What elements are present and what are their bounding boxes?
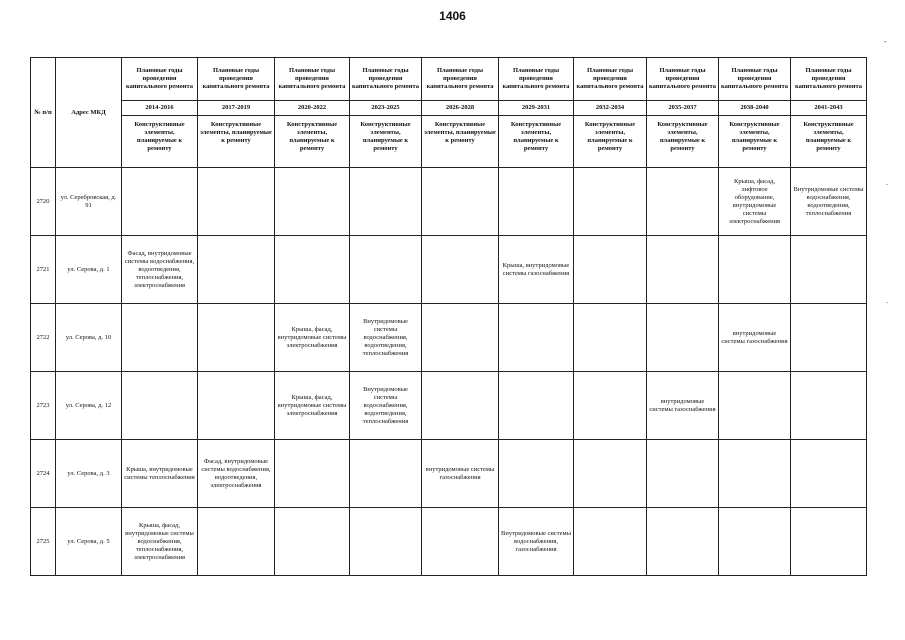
repair-cell [198,508,275,576]
period-subheader: Конструктивные элементы, планируемые к ремонту [275,116,350,168]
repair-cell [198,372,275,440]
table-row [31,508,867,576]
period-years: 2017-2019 [198,101,275,116]
row-number: 2724 [31,440,56,508]
period-years: 2026-2028 [422,101,499,116]
repair-cell: Фасад, внутридомовые системы водоснабжения, водоотведения, теплоснабжения, электроснабжения [122,236,198,304]
repair-cell: Фасад, внутридомовые системы водоснабжения, водоотведения, электроснабжения [198,440,275,508]
repair-cell [422,168,499,236]
repair-cell [791,508,867,576]
period-years: 2023-2025 [350,101,422,116]
repair-cell [574,372,647,440]
period-subheader: Конструктивные элементы, планируемые к ремонту [350,116,422,168]
period-years: 2032-2034 [574,101,647,116]
repair-cell [350,168,422,236]
scan-mark: . [886,178,888,187]
repair-cell [574,508,647,576]
period-subheader: Конструктивные элементы, планируемые к ремонту [198,116,275,168]
repair-cell [647,440,719,508]
period-title: Плановые годы проведения капитального ремонта [719,58,791,101]
repair-cell [499,440,574,508]
row-address: ул. Серова, д. 1 [56,236,122,304]
repair-cell [422,304,499,372]
repair-cell [350,440,422,508]
repair-cell [275,168,350,236]
repair-cell [422,508,499,576]
repair-cell [350,508,422,576]
row-number: 2720 [31,168,56,236]
row-address: ул. Серова, д. 12 [56,372,122,440]
repair-cell [574,440,647,508]
repair-cell: внутридомовые системы газоснабжения [719,304,791,372]
repair-cell [791,440,867,508]
repair-schedule-table [30,57,867,576]
row-number: 2725 [31,508,56,576]
table-row [31,236,867,304]
period-years: 2014-2016 [122,101,198,116]
address-column-header: Адрес МКД [56,58,122,168]
repair-cell [791,372,867,440]
repair-cell [719,236,791,304]
repair-cell: Внутридомовые системы водоснабжения, газоснабжения [499,508,574,576]
repair-cell [275,440,350,508]
repair-cell [791,236,867,304]
repair-cell [647,168,719,236]
repair-cell [719,508,791,576]
table-row [31,440,867,508]
period-subheader: Конструктивные элементы, планируемые к ремонту [719,116,791,168]
repair-cell [122,372,198,440]
repair-cell [647,304,719,372]
table-row [31,304,867,372]
period-title: Плановые годы проведения капитального ремонта [198,58,275,101]
repair-cell: внутридомовые системы газоснабжения [647,372,719,440]
period-title: Плановые годы проведения капитального ремонта [499,58,574,101]
repair-cell [422,236,499,304]
repair-cell [275,236,350,304]
scan-mark: - [884,37,887,46]
table-row [31,372,867,440]
repair-cell [719,372,791,440]
repair-cell: Крыша, фасад, внутридомовые системы электроснабжения [275,304,350,372]
repair-cell: Внутридомовые системы водоснабжения, водоотведения, теплоснабжения [350,372,422,440]
period-subheader: Конструктивные элементы, планируемые к ремонту [791,116,867,168]
period-years: 2029-2031 [499,101,574,116]
num-column-header: № п/п [31,58,56,168]
repair-cell [647,236,719,304]
repair-cell: Крыша, фасад, внутридомовые системы электроснабжения [275,372,350,440]
repair-cell [499,168,574,236]
repair-cell [275,508,350,576]
repair-cell: Крыша, внутридомовые системы теплоснабжения [122,440,198,508]
period-subheader: Конструктивные элементы, планируемые к ремонту [122,116,198,168]
table-row [31,168,867,236]
row-address: ул. Серова, д. 10 [56,304,122,372]
repair-cell [719,440,791,508]
period-title: Плановые годы проведения капитального ремонта [647,58,719,101]
period-years: 2035-2037 [647,101,719,116]
row-number: 2723 [31,372,56,440]
repair-cell [574,304,647,372]
row-number: 2722 [31,304,56,372]
period-years: 2020-2022 [275,101,350,116]
repair-cell [791,304,867,372]
repair-cell: Внутридомовые системы водоснабжения, водоотведения, теплоснабжения [350,304,422,372]
repair-cell [499,372,574,440]
period-subheader: Конструктивные элементы, планируемые к ремонту [422,116,499,168]
repair-cell [198,304,275,372]
repair-cell [198,168,275,236]
repair-cell [422,372,499,440]
repair-cell [499,304,574,372]
scan-mark: . [886,296,888,305]
period-subheader: Конструктивные элементы, планируемые к ремонту [647,116,719,168]
period-subheader: Конструктивные элементы, планируемые к ремонту [499,116,574,168]
repair-cell [198,236,275,304]
period-title: Плановые годы проведения капитального ремонта [422,58,499,101]
period-years: 2041-2043 [791,101,867,116]
period-title: Плановые годы проведения капитального ремонта [122,58,198,101]
repair-cell: Крыша, фасад, лифтовое оборудование, внутридомовые системы электроснабжения [719,168,791,236]
repair-cell: Крыша, фасад, внутридомовые системы водоснабжения, теплоснабжения, электроснабжения [122,508,198,576]
repair-cell [574,236,647,304]
period-title: Плановые годы проведения капитального ремонта [791,58,867,101]
period-subheader: Конструктивные элементы, планируемые к ремонту [574,116,647,168]
repair-cell [122,168,198,236]
period-title: Плановые годы проведения капитального ремонта [574,58,647,101]
repair-cell: Внутридомовые системы водоснабжения, водоотведения, теплоснабжения [791,168,867,236]
row-number: 2721 [31,236,56,304]
repair-cell: Крыша, внутридомовые системы газоснабжения [499,236,574,304]
repair-cell [350,236,422,304]
period-title: Плановые годы проведения капитального ремонта [275,58,350,101]
period-title: Плановые годы проведения капитального ремонта [350,58,422,101]
repair-cell: внутридомовые системы газоснабжения [422,440,499,508]
row-address: ул. Серова, д. 3 [56,440,122,508]
row-address: ул. Серова, д. 5 [56,508,122,576]
period-years: 2038-2040 [719,101,791,116]
repair-cell [122,304,198,372]
page-number: 1406 [439,9,466,23]
repair-cell [574,168,647,236]
row-address: ул. Серебровская, д. 91 [56,168,122,236]
repair-cell [647,508,719,576]
